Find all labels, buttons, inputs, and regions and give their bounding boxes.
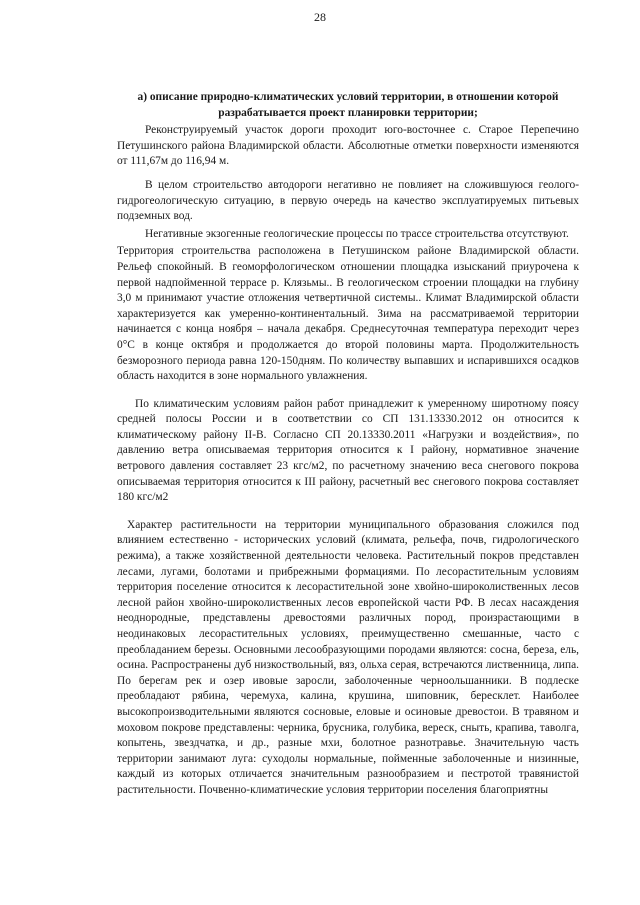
page-number: 28 xyxy=(314,10,326,24)
paragraph-road-location: Реконструируемый участок дороги проходит юго-восточнее с. Старое Перепечино Петушинского района Владимирской области. Абсолютные отметки поверхности изменяются от 111,67м до 116,94 м. xyxy=(117,124,579,168)
paragraph-geology-impact: В целом строительство автодороги негативно не повлияет на сложившуюся геолого-гидрогеологическую ситуацию, в первую очередь на качество эксплуатируемых питьевых подземных вод. xyxy=(117,178,579,223)
paragraph-climate-zones: По климатическим условиям район работ принадлежит к умеренному широтному поясу средней полосы России и в соответствии со СП 131.13330.2012 он относится к климатическому району II-В. Согласно СП 20.13330.2011 «Нагрузки и воздействия», по давлению ветра описываемая территория относится к I району, нормативное значение ветрового давления составляет 23 кгс/м2, по расчетному значению веса снегового покрова описываемая территория относится к III району, расчетный вес снегового покрова составляет 180 кгс/м2 xyxy=(117,397,579,504)
page-content xyxy=(117,90,579,799)
paragraph-exogenous-processes: Негативные экзогенные геологические процессы по трассе строительства отсутствуют. xyxy=(145,227,569,240)
paragraph-vegetation: Характер растительности на территории муниципального образования сложился под влиянием естественно - исторических условий (климата, рельефа, почв, гидрологического режима), а также хозяйственной деятельности человека. Растительный покров представлен лесами, лугами, болотами и прибрежными формациями. По лесорастительным условиям территория поселение относится к лесорастительной зоне хвойно-широколиственных лесов лесной район хвойно-широколиственных лесов европейской части РФ. В лесах насаждения неоднородные, представлены древостоями различных пород, произрастающими в неодинаковых лесорастительных условиях, преимущественно смешанные, часто с преобладанием березы. Основными лесообразующими породами являются: сосна, береза, ель, осина. Распространены дуб низкоствольный, вяз, ольха серая, встречаются лиственница, липа. По берегам рек и озер ивовые заросли, заболоченные черноольшанники. В подлеске преобладают рябина, черемуха, калина, крушина, шиповник, бересклет. Наиболее высокопроизводительными являются сосновые, еловые и осиновые древостои. В травяном и моховом покрове представлены: черника, брусника, голубика, вереск, сныть, крапива, таволга, копытень, звездчатка, и др., разные мхи, болотное разнотравье. Значительную часть территории занимают луга: суходолы нормальные, пойменные заболоченные и низинные, каждый из которых отличается значительным разнообразием и пестротой травянистой растительности. Почвенно-климатические условия территории поселения благоприятны xyxy=(117,518,579,796)
paragraph-territory-climate: Территория строительства расположена в Петушинском районе Владимирской области. Рельеф спокойный. В геоморфологическом отношении площадка изысканий приурочена к первой надпойменной террасе р. Клязьмы.. В геологическом строении площадки на глубину 3,0 м принимают участие отложения четвертичной системы.. Климат Владимирской области характеризуется как умеренно-континентальный. Зима на рассматриваемой территории начинается с конца ноября – начала декабря. Среднесуточная температура переходит через 0°С в конце октября и продолжается до второй половины марта. Продолжительность безморозного периода равна 120-150дням. По количеству выпавших и испарившихся осадков область находится в зоне нормального увлажнения. xyxy=(117,245,579,383)
section-heading: а) описание природно-климатических условий территории, в отношении которой разрабатывается проект планировки территории; xyxy=(137,91,559,119)
